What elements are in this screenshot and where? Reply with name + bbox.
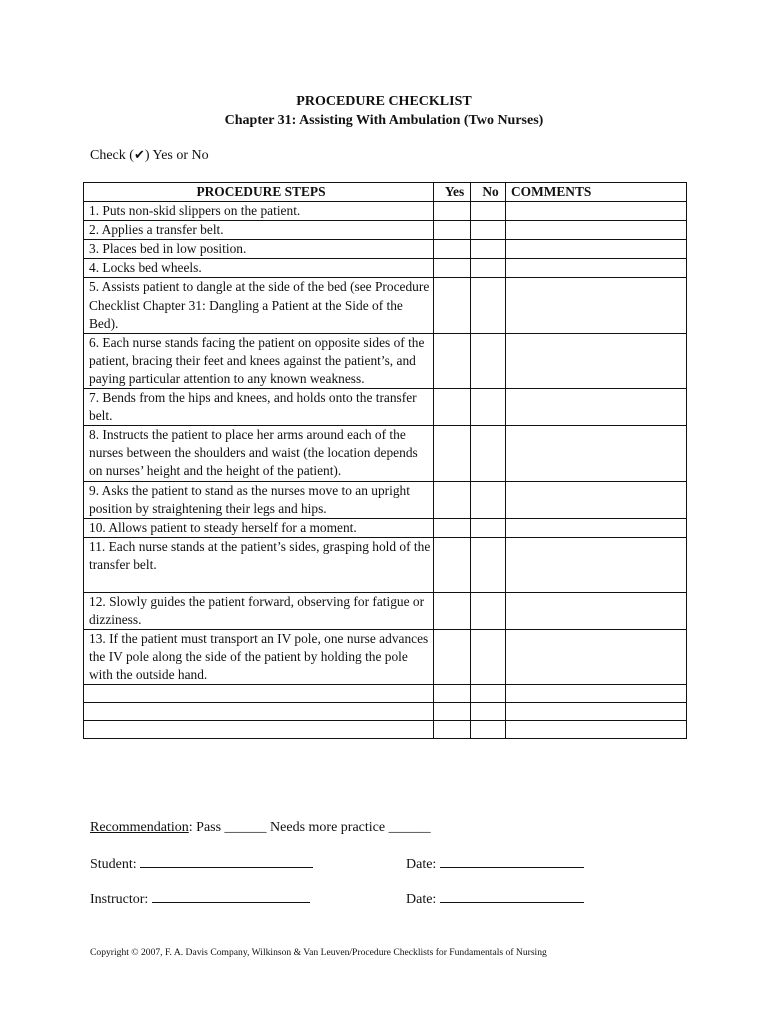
step-text: 8. Instructs the patient to place her arms around each of the nurses between the shoulders and waist (the location depends on nurses’ height and the height of the patient). — [84, 426, 434, 481]
step-text: 6. Each nurse stands facing the patient on opposite sides of the patient, bracing their feet and knees against the patient’s, and paying particular attention to any known weakness. — [84, 333, 434, 388]
no-cell[interactable] — [471, 426, 506, 481]
student-label: Student: — [90, 857, 137, 872]
page-title: PROCEDURE CHECKLIST — [296, 94, 472, 109]
header-procedure-steps: PROCEDURE STEPS — [84, 183, 434, 202]
header-no: No — [471, 183, 506, 202]
yes-cell[interactable] — [434, 481, 471, 518]
blank-row — [84, 703, 687, 721]
table-row — [84, 240, 687, 259]
yes-cell[interactable] — [434, 685, 471, 703]
no-cell[interactable] — [471, 333, 506, 388]
recommendation-line — [90, 818, 431, 837]
comments-cell[interactable] — [506, 592, 687, 629]
table-row — [84, 202, 687, 221]
yes-cell[interactable] — [434, 389, 471, 426]
check-instruction — [90, 146, 209, 165]
comments-cell[interactable] — [506, 537, 687, 592]
yes-cell[interactable] — [434, 240, 471, 259]
step-text: 9. Asks the patient to stand as the nurses move to an upright position by straightening their legs and hips. — [84, 481, 434, 518]
comments-cell[interactable] — [506, 278, 687, 333]
no-cell[interactable] — [471, 240, 506, 259]
recommendation-label: Recommendation — [90, 820, 189, 835]
header-comments: COMMENTS — [506, 183, 687, 202]
yes-cell[interactable] — [434, 333, 471, 388]
instructor-date-line[interactable] — [440, 888, 584, 903]
table-row — [84, 518, 687, 537]
comments-cell[interactable] — [506, 333, 687, 388]
comments-cell[interactable] — [506, 481, 687, 518]
copyright-notice: Copyright © 2007, F. A. Davis Company, Wilkinson & Van Leuven/Procedure Checklists for Fundamentals of Nursing — [90, 947, 547, 958]
step-text: 2. Applies a transfer belt. — [84, 221, 434, 240]
yes-cell[interactable] — [434, 221, 471, 240]
blank-row — [84, 685, 687, 703]
no-cell[interactable] — [471, 389, 506, 426]
yes-cell[interactable] — [434, 518, 471, 537]
step-text: 12. Slowly guides the patient forward, observing for fatigue or dizziness. — [84, 592, 434, 629]
blank-step-cell[interactable] — [84, 685, 434, 703]
student-date-line[interactable] — [440, 853, 584, 868]
table-row — [84, 592, 687, 629]
comments-cell[interactable] — [506, 518, 687, 537]
yes-cell[interactable] — [434, 259, 471, 278]
date-label: Date: — [406, 857, 437, 872]
no-cell[interactable] — [471, 481, 506, 518]
step-text: 13. If the patient must transport an IV pole, one nurse advances the IV pole along the side of the patient by holding the pole with the outside hand. — [84, 630, 434, 685]
table-row — [84, 537, 687, 592]
instructor-signature — [90, 888, 310, 909]
student-signature-line[interactable] — [140, 853, 313, 868]
yes-cell[interactable] — [434, 278, 471, 333]
yes-cell[interactable] — [434, 537, 471, 592]
table-row — [84, 333, 687, 388]
step-text: 4. Locks bed wheels. — [84, 259, 434, 278]
no-cell[interactable] — [471, 685, 506, 703]
table-row — [84, 389, 687, 426]
student-signature — [90, 853, 313, 874]
yes-cell[interactable] — [434, 721, 471, 739]
instructor-label: Instructor: — [90, 892, 149, 907]
comments-cell[interactable] — [506, 703, 687, 721]
no-cell[interactable] — [471, 259, 506, 278]
step-text: 11. Each nurse stands at the patient’s sides, grasping hold of the transfer belt. — [84, 537, 434, 592]
yes-cell[interactable] — [434, 592, 471, 629]
step-text: 5. Assists patient to dangle at the side of the bed (see Procedure Checklist Chapter 31: Dangling a Patient at the Side of the Bed). — [84, 278, 434, 333]
yes-cell[interactable] — [434, 426, 471, 481]
no-cell[interactable] — [471, 630, 506, 685]
step-text: 10. Allows patient to steady herself for a moment. — [84, 518, 434, 537]
no-cell[interactable] — [471, 592, 506, 629]
table-row — [84, 481, 687, 518]
table-row — [84, 426, 687, 481]
table-header-row — [84, 183, 687, 202]
comments-cell[interactable] — [506, 240, 687, 259]
no-cell[interactable] — [471, 703, 506, 721]
step-text: 7. Bends from the hips and knees, and holds onto the transfer belt. — [84, 389, 434, 426]
comments-cell[interactable] — [506, 685, 687, 703]
instruction-prefix: Check ( — [90, 148, 134, 163]
comments-cell[interactable] — [506, 221, 687, 240]
yes-cell[interactable] — [434, 703, 471, 721]
table-row — [84, 630, 687, 685]
no-cell[interactable] — [471, 518, 506, 537]
comments-cell[interactable] — [506, 721, 687, 739]
yes-cell[interactable] — [434, 202, 471, 221]
student-date — [406, 853, 584, 874]
no-cell[interactable] — [471, 537, 506, 592]
comments-cell[interactable] — [506, 426, 687, 481]
comments-cell[interactable] — [506, 259, 687, 278]
no-cell[interactable] — [471, 721, 506, 739]
step-text: 1. Puts non-skid slippers on the patient. — [84, 202, 434, 221]
blank-step-cell[interactable] — [84, 721, 434, 739]
comments-cell[interactable] — [506, 202, 687, 221]
comments-cell[interactable] — [506, 630, 687, 685]
table-row — [84, 278, 687, 333]
step-text: 3. Places bed in low position. — [84, 240, 434, 259]
no-cell[interactable] — [471, 221, 506, 240]
checkmark-icon: ✔ — [133, 148, 145, 163]
table-row — [84, 259, 687, 278]
instruction-suffix: ) Yes or No — [144, 148, 209, 163]
header-yes: Yes — [434, 183, 471, 202]
no-cell[interactable] — [471, 278, 506, 333]
comments-cell[interactable] — [506, 389, 687, 426]
blank-row — [84, 721, 687, 739]
instructor-date — [406, 888, 584, 909]
table-row — [84, 221, 687, 240]
yes-cell[interactable] — [434, 630, 471, 685]
date-label: Date: — [406, 892, 437, 907]
recommendation-options: : Pass ______ Needs more practice ______ — [188, 820, 431, 835]
blank-step-cell[interactable] — [84, 703, 434, 721]
procedure-table — [83, 182, 687, 739]
instructor-signature-line[interactable] — [152, 888, 310, 903]
no-cell[interactable] — [471, 202, 506, 221]
chapter-subtitle: Chapter 31: Assisting With Ambulation (Two Nurses) — [224, 113, 544, 128]
